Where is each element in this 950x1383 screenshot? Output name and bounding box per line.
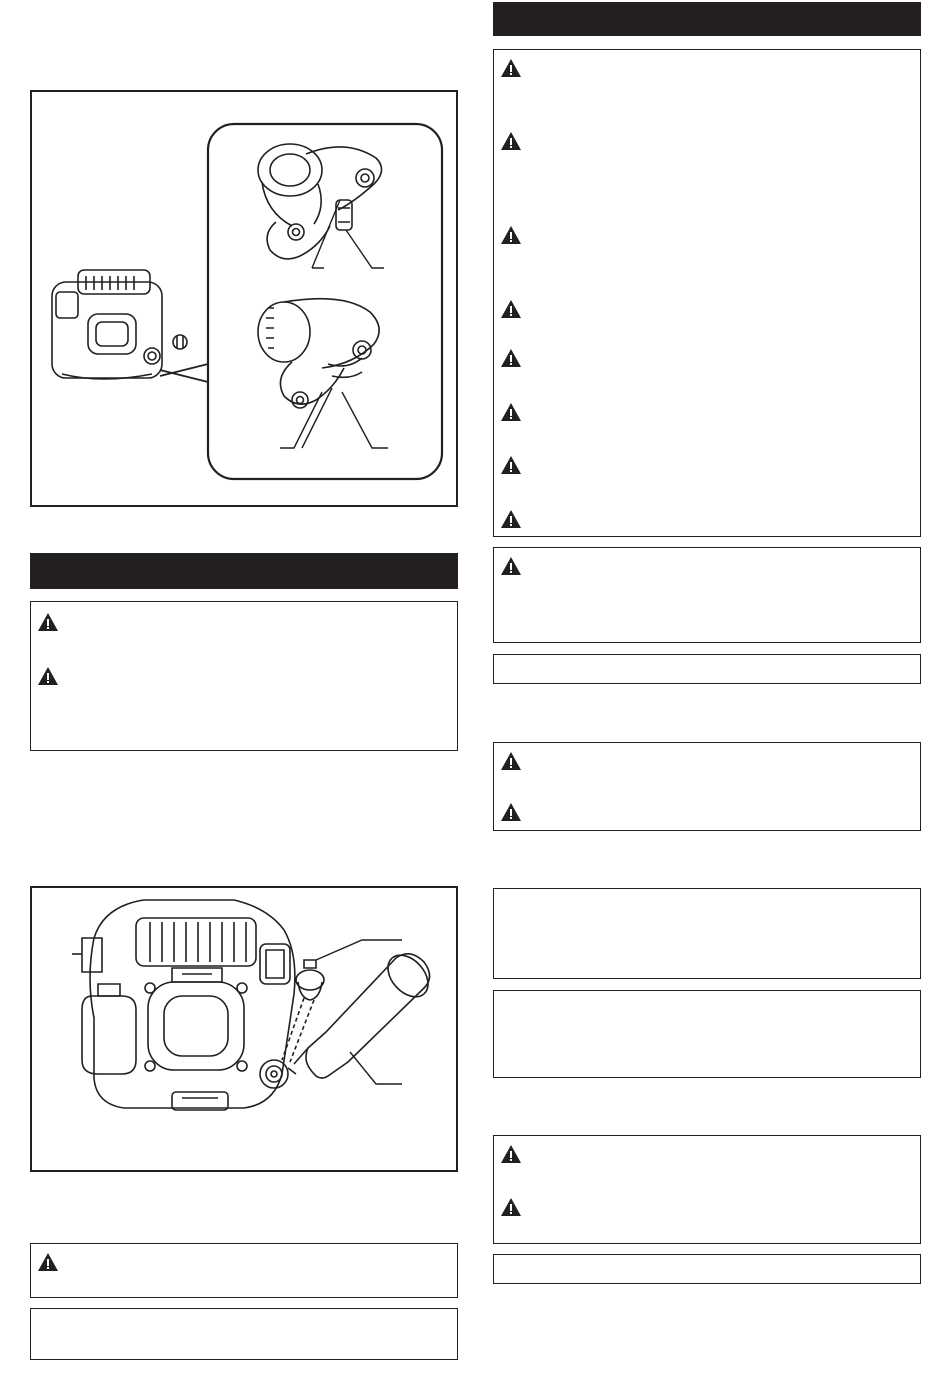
right-warning-box-4 <box>493 1135 921 1244</box>
warning-triangle-icon <box>500 58 522 78</box>
warning-triangle-icon <box>37 666 59 686</box>
warning-triangle-icon <box>500 1197 522 1217</box>
insulator-illustration <box>32 92 456 505</box>
right-section-header <box>493 2 921 36</box>
right-warning-box-2 <box>493 547 921 643</box>
left-note-box <box>30 1308 458 1360</box>
engine-oil-illustration <box>32 888 456 1170</box>
warning-triangle-icon <box>500 402 522 422</box>
warning-triangle-icon <box>500 455 522 475</box>
right-note-box-3 <box>493 990 921 1078</box>
figure-insulator-detail <box>30 90 458 507</box>
right-warning-box-1 <box>493 49 921 537</box>
right-note-box-4 <box>493 1254 921 1284</box>
left-section-header <box>30 553 458 589</box>
left-warning-box-1 <box>30 601 458 751</box>
right-note-box-1 <box>493 654 921 684</box>
warning-triangle-icon <box>500 556 522 576</box>
warning-triangle-icon <box>500 1144 522 1164</box>
warning-triangle-icon <box>37 1252 59 1272</box>
warning-triangle-icon <box>500 348 522 368</box>
warning-triangle-icon <box>500 225 522 245</box>
right-note-box-2 <box>493 888 921 979</box>
warning-triangle-icon <box>500 751 522 771</box>
warning-triangle-icon <box>500 131 522 151</box>
right-warning-box-3 <box>493 742 921 831</box>
warning-triangle-icon <box>500 509 522 529</box>
left-warning-box-2 <box>30 1243 458 1298</box>
figure-oil-filling <box>30 886 458 1172</box>
warning-triangle-icon <box>500 802 522 822</box>
warning-triangle-icon <box>500 299 522 319</box>
warning-triangle-icon <box>37 612 59 632</box>
